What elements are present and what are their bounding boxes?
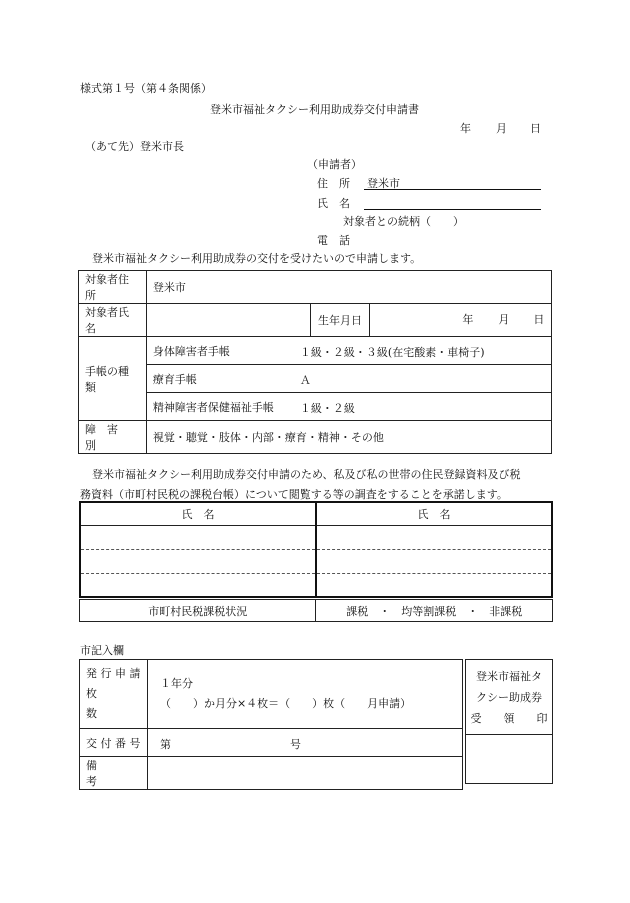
handbook-grades: Ａ [299,374,311,387]
handbook-item[interactable] [146,337,551,365]
addressee: （あて先）登米市長 [85,140,184,153]
target-address-label: 対象者住所 [79,271,147,304]
signature-row [80,525,552,549]
receipt-stamp-label-line-1: 登米市福祉タ [476,669,542,683]
handbook-grades: １級・２級 [299,402,355,415]
handbook-name: 療育手帳 [152,372,197,386]
target-name-label: 対象者氏名 [79,304,147,337]
birth-date-label: 生年月日 [310,304,370,337]
signature-cell[interactable] [316,549,552,573]
handbook-item[interactable] [146,393,551,421]
target-name-row [79,304,552,337]
issue-count-label-line-2: 枚 数 [86,687,130,720]
handbook-type-label: 手帳の種類 [79,337,147,421]
remarks-label: 備 考 [80,757,148,790]
intro-text: 登米市福祉タクシー利用助成券の交付を受けたいので申請します。 [92,252,422,265]
issue-number-field[interactable] [147,729,462,757]
consent-text-line-1: 登米市福祉タクシー利用助成券交付申請のため、私及び私の世帯の住民登録資料及び税 [92,468,521,481]
signature-row [80,549,552,573]
applicant-heading: （申請者） [307,158,362,171]
disability-type-label: 障 害 別 [79,421,147,454]
applicant-phone-label: 電 話 [317,234,350,247]
remarks-row [80,757,463,790]
issue-count-row [80,660,463,729]
issue-count-value[interactable] [147,660,462,729]
consent-text-line-2: 務資料（市町村民税の課税台帳）について閲覧する等の調査をすることを承諾します。 [80,488,508,501]
issue-count-formula: （ ）か月分×４枚＝（ ）枚（ 月申請） [159,697,412,710]
applicant-relationship-label: 対象者との続柄（ ） [343,215,464,228]
target-address-value[interactable]: 登米市 [146,271,551,304]
issue-number-row [80,729,463,757]
form-number: 様式第１号（第４条関係） [80,82,212,95]
tax-status-options[interactable]: 課税 ・ 均等割課税 ・ 非課税 [316,600,553,622]
applicant-address-label: 住 所 [317,177,350,190]
birth-year-label: 年 [462,313,474,326]
tax-status-label: 市町村民税課税状況 [80,600,316,622]
issue-count-label [80,660,148,729]
receipt-stamp-header-row [466,660,553,735]
date-day-label: 日 [530,122,541,135]
handbook-row-3 [79,393,552,421]
issue-number-label: 交 付 番 号 [80,729,148,757]
date-month-label: 月 [496,122,507,135]
handbook-row-2 [79,365,552,393]
signature-name-header-right: 氏 名 [316,502,552,525]
receipt-stamp-table [465,659,553,784]
receipt-stamp-label-line-2: クシー助成券 [476,690,542,704]
handbook-name: 身体障害者手帳 [152,344,230,358]
disability-row [79,421,552,454]
city-section-heading: 市記入欄 [80,644,124,657]
city-record-table [79,659,463,790]
signature-row [80,573,552,597]
applicant-address-value[interactable]: 登米市 [367,177,400,190]
target-address-row [79,271,552,304]
handbook-name: 精神障害者保健福祉手帳 [152,400,274,414]
receipt-stamp-field[interactable] [466,735,553,784]
signature-cell[interactable] [316,525,552,549]
applicant-address-underline [364,189,541,190]
issue-count-period: １年分 [159,677,193,690]
form-title: 登米市福祉タクシー利用助成券交付申請書 [210,103,419,116]
handbook-item[interactable] [146,365,551,393]
issue-number-prefix: 第 [159,738,171,751]
consent-signature-table [79,501,553,598]
tax-status-table [79,599,553,622]
handbook-grades: １級・２級・３級(在宅酸素・車椅子) [299,346,485,359]
birth-day-label: 日 [533,313,545,326]
birth-month-label: 月 [498,313,510,326]
applicant-name-label: 氏 名 [317,197,350,210]
handbook-row-1 [79,337,552,365]
receipt-stamp-row [466,735,553,784]
applicant-info-table [78,270,552,454]
applicant-name-field[interactable] [364,209,541,210]
receipt-stamp-label-line-3: 受 領 印 [470,711,548,725]
date-year-label: 年 [460,122,471,135]
birth-date-field[interactable] [370,304,552,337]
signature-cell[interactable] [80,573,316,597]
signature-name-header-left: 氏 名 [80,502,316,525]
disability-options[interactable]: 視覚・聴覚・肢体・内部・療育・精神・その他 [146,421,551,454]
issue-number-suffix: 号 [289,738,301,751]
signature-cell[interactable] [80,525,316,549]
remarks-field[interactable] [147,757,462,790]
receipt-stamp-label [466,660,553,735]
target-name-field[interactable] [146,304,310,337]
issue-count-label-line-1: 発 行 申 請 [86,667,141,680]
signature-cell[interactable] [80,549,316,573]
signature-cell[interactable] [316,573,552,597]
signature-header-row [80,502,552,525]
tax-status-row [80,600,553,622]
